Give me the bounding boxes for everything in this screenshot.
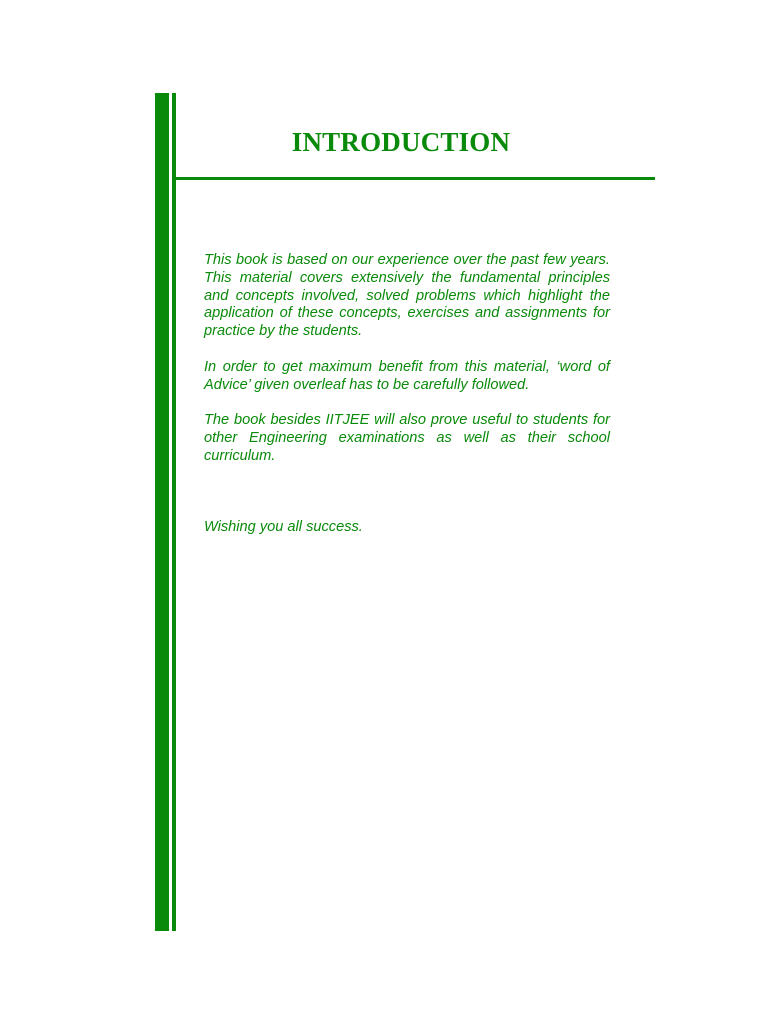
paragraph-experience: This book is based on our experience over the past few years. This material covers extensively the fundamental principles and concepts involved, solved problems which highlight the application of these concepts, exercises and assignments for practice by the students. [204, 252, 610, 340]
title-underline-rule [176, 177, 655, 180]
body-text [204, 252, 610, 554]
page-title: INTRODUCTION [291, 127, 511, 157]
left-border-thin-bar [172, 93, 176, 931]
paragraph-advice: In order to get maximum benefit from this material, ‘word of Advice’ given overleaf has to be carefully followed. [204, 358, 610, 393]
closing-line: Wishing you all success. [204, 518, 363, 535]
paragraph-usefulness: The book besides IITJEE will also prove useful to students for other Engineering examinations as well as their school curriculum. [204, 412, 610, 464]
left-border-thick-bar [155, 93, 169, 931]
